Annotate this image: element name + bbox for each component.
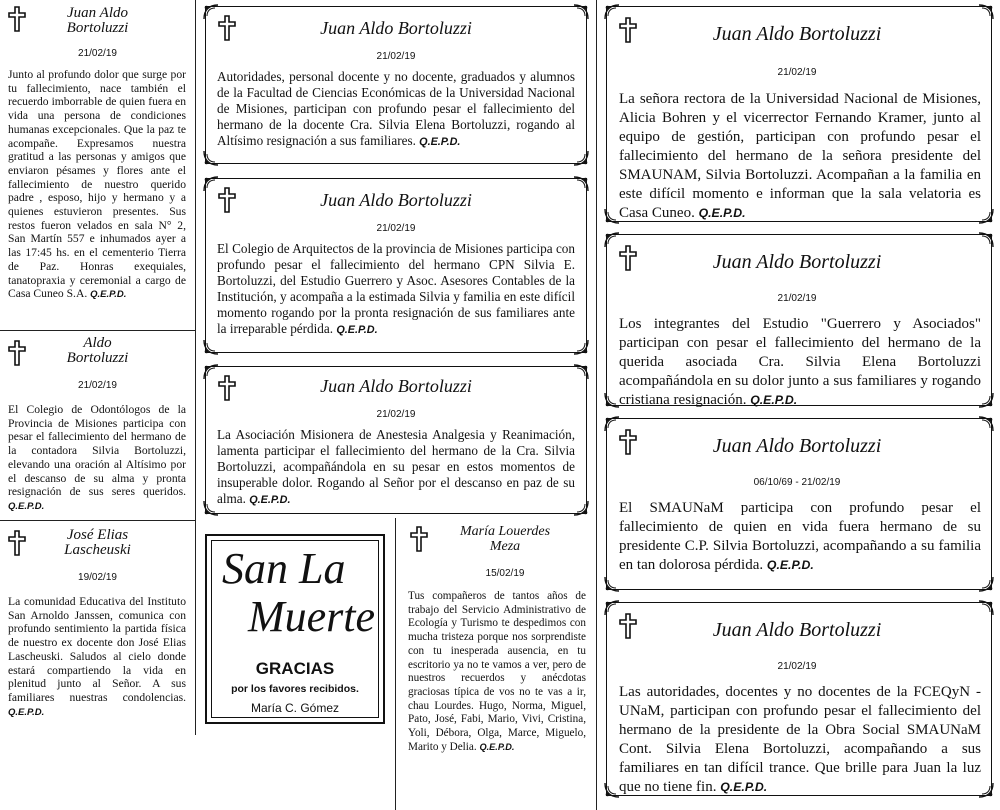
corner-ornament-icon xyxy=(573,176,589,192)
deceased-name: Juan Aldo Bortoluzzi xyxy=(320,18,472,38)
corner-ornament-icon xyxy=(978,232,994,248)
corner-ornament-icon xyxy=(978,576,994,592)
qepd-tag: Q.E.P.D. xyxy=(8,500,45,512)
corner-ornament-icon xyxy=(573,4,589,20)
cross-icon xyxy=(218,375,236,401)
column-rule-2 xyxy=(596,0,597,810)
notice-date: 21/02/19 xyxy=(376,51,416,62)
ad-subtitle: por los favores recibidos. xyxy=(231,683,359,695)
qepd-tag: Q.E.P.D. xyxy=(249,494,291,506)
cross-icon xyxy=(410,526,428,552)
name-line2: Bortoluzzi xyxy=(66,20,129,36)
name-line1: José Elias xyxy=(66,527,129,543)
qepd-tag: Q.E.P.D. xyxy=(698,206,746,220)
notice-date: 21/02/19 xyxy=(376,223,416,234)
notice-col3-2 xyxy=(606,234,992,406)
corner-ornament-icon xyxy=(978,600,994,616)
corner-ornament-icon xyxy=(604,782,620,798)
notice-col2-3 xyxy=(205,366,587,514)
cross-icon xyxy=(619,613,637,639)
cross-icon xyxy=(218,15,236,41)
cross-icon xyxy=(8,6,26,32)
name-line2: Lascheuski xyxy=(64,542,131,558)
qepd-tag: Q.E.P.D. xyxy=(750,393,798,407)
cross-icon xyxy=(619,429,637,455)
deceased-name xyxy=(440,524,570,554)
notice-date: 21/02/19 xyxy=(777,661,817,672)
ad-script-line2: Muerte xyxy=(248,592,376,641)
cross-icon xyxy=(8,340,26,366)
notice-date: 06/10/69 - 21/02/19 xyxy=(753,477,841,488)
corner-ornament-icon xyxy=(604,600,620,616)
notice-text: Tus compañeros de tantos años de trabajo del Servicio Administrativo de Ecología y Turismo te despedimos con mucha tristeza porque nos sorprendiste con tu inesperada ausencia, en tu escritorio ya no te vamos a ver, pero de nuestros recuerdos y anécdotas graciosas típica de vos no te vas a ir, chau Lourdes. Hugo, Norma, Miguel, Pato, José, Fabi, Mario, Vivi, Cristina, Yoli, Débora, Olga, Marce, Miguelo, Marito y Delia. Q.E.P.D. xyxy=(408,590,586,753)
notice-text: Junto al profundo dolor que surge por tu fallecimiento, nace también el recuerdo imborrable de quien fuera en vida una persona de condiciones humanas excepcionales. Que la paz te acompañe. Expresamos nuestra gratitud a las personas y amigos que enviaron pésames y flores ante el fallecimiento de nuestro querido padre , esposo, hijo y hermano y a quienes estuvieron presentes. Sus restos fueron velados en sala N° 2, San Martín 557 e inhumados ayer a las 17:45 hs. en el cementerio Tierra de Paz. Honras exequiales, tanatopraxia y ceremonial a cargo de Casa Cuneo S.A. Q.E.P.D. xyxy=(8,68,186,301)
qepd-tag: Q.E.P.D. xyxy=(766,558,814,572)
ad-signature: María C. Gómez xyxy=(250,701,340,715)
notice-col2-1 xyxy=(205,6,587,164)
notice-date: 19/02/19 xyxy=(78,572,117,583)
name-line1: Juan Aldo xyxy=(67,5,128,21)
notice-date: 21/02/19 xyxy=(777,67,817,78)
corner-ornament-icon xyxy=(573,339,589,355)
corner-ornament-icon xyxy=(978,4,994,20)
deceased-name xyxy=(40,528,155,558)
ad-script-line1: San La xyxy=(222,544,346,593)
column-rule-h1 xyxy=(0,330,195,331)
column-rule-3 xyxy=(395,518,396,810)
cross-icon xyxy=(619,245,637,271)
notice-text: El Colegio de Odontólogos de la Provincia de Misiones participa con pesar el fallecimiento del hermano de la contadora Silvia Bortoluzzi, elevando una oración al Altísimo por el descanso de su alma y pronta resignación de sus seres queridos. Q.E.P.D. xyxy=(8,403,186,512)
corner-ornament-icon xyxy=(573,500,589,516)
notice-col3-3 xyxy=(606,418,992,590)
corner-ornament-icon xyxy=(604,4,620,20)
deceased-name: Juan Aldo Bortoluzzi xyxy=(712,251,882,273)
notice-text: La Asociación Misionera de Anestesia Analgesia y Reanimación, lamenta participar el fallecimiento del hermano de la Cra. Silvia Bortoluzzi, acompañándola en su pesar en estos momentos de insuperable dolor. Rogando al Señor por el descanso en paz de su alma. Q.E.P.D. xyxy=(217,427,575,506)
corner-ornament-icon xyxy=(203,4,219,20)
corner-ornament-icon xyxy=(203,176,219,192)
corner-ornament-icon xyxy=(604,232,620,248)
column-rule-1 xyxy=(195,0,196,735)
thanks-ad xyxy=(205,534,385,724)
deceased-name: Juan Aldo Bortoluzzi xyxy=(712,23,882,45)
deceased-name: Juan Aldo Bortoluzzi xyxy=(712,619,882,641)
column-rule-h2 xyxy=(0,520,195,521)
corner-ornament-icon xyxy=(573,150,589,166)
name-line1: Aldo xyxy=(83,335,112,351)
notice-date: 21/02/19 xyxy=(78,380,117,391)
qepd-tag: Q.E.P.D. xyxy=(720,780,768,794)
qepd-tag: Q.E.P.D. xyxy=(479,741,515,752)
deceased-name xyxy=(40,336,155,366)
notice-col2-2 xyxy=(205,178,587,353)
deceased-name: Juan Aldo Bortoluzzi xyxy=(320,376,472,396)
deceased-name: Juan Aldo Bortoluzzi xyxy=(320,190,472,210)
corner-ornament-icon xyxy=(604,392,620,408)
notice-col3-1 xyxy=(606,6,992,222)
qepd-tag: Q.E.P.D. xyxy=(419,136,461,148)
deceased-name: Juan Aldo Bortoluzzi xyxy=(712,435,882,457)
notice-date: 15/02/19 xyxy=(485,568,525,579)
corner-ornament-icon xyxy=(203,150,219,166)
thanks-ad-inner xyxy=(211,540,379,718)
cross-icon xyxy=(218,187,236,213)
corner-ornament-icon xyxy=(203,364,219,380)
notice-text: Autoridades, personal docente y no docente, graduados y alumnos de la Facultad de Ciencias Económicas de la Universidad Nacional de Misiones, participan con profundo pesar el fallecimiento del hermano de la docente Cra. Silvia Elena Bortoluzzi, rogando al Altísimo resignación a sus familiares. Q.E.P.D. xyxy=(217,69,575,148)
notice-text: Los integrantes del Estudio "Guerrero y Asociados" participan con pesar el fallecimiento del hermano de la querida asociada Cra. Silvia Elena Bortoluzzi acompañándola en su dolor junto a sus familiares y rogando cristiana resignación. Q.E.P.D. xyxy=(619,316,981,408)
notice-date: 21/02/19 xyxy=(78,48,117,59)
corner-ornament-icon xyxy=(604,208,620,224)
corner-ornament-icon xyxy=(203,339,219,355)
corner-ornament-icon xyxy=(978,416,994,432)
corner-ornament-icon xyxy=(573,364,589,380)
corner-ornament-icon xyxy=(604,416,620,432)
notice-col3-4 xyxy=(606,602,992,796)
qepd-tag: Q.E.P.D. xyxy=(336,324,378,336)
name-line2: Meza xyxy=(489,539,521,554)
name-line2: Bortoluzzi xyxy=(66,350,129,366)
name-line1: María Louerdes xyxy=(459,524,551,539)
corner-ornament-icon xyxy=(604,576,620,592)
notice-text: El SMAUNaM participa con profundo pesar el fallecimiento de quien en vida fuera hermano de su presidente C.P. Silvia Bortoluzzi, acompañando a su familia en tan dolorosa pérdida. Q.E.P.D. xyxy=(619,500,981,573)
qepd-tag: Q.E.P.D. xyxy=(90,289,127,301)
qepd-tag: Q.E.P.D. xyxy=(8,706,45,718)
ad-gracias: GRACIAS xyxy=(255,659,335,678)
notice-text: La comunidad Educativa del Instituto San Arnoldo Janssen, comunica con profundo sentimiento la partida física de nuestro ex docente don José Elias Lascheuski. Saludos al cielo donde estará compartiendo la vida en plenitud junto al Señor. A sus familiares nuestras condolencias. Q.E.P.D. xyxy=(8,595,186,718)
deceased-name xyxy=(40,6,155,36)
cross-icon xyxy=(8,530,26,556)
cross-icon xyxy=(619,17,637,43)
notice-text: La señora rectora de la Universidad Nacional de Misiones, Alicia Bohren y el vicerrector Fernando Kramer, junto al equipo de gestión, participan con profundo pesar el fallecimiento del hermano de la señora presidente del SMAUNAM, Silvia Bortoluzzi. Acompañan a la familia en este difícil momento e informan que la sala velatoria es Casa Cuneo. Q.E.P.D. xyxy=(619,91,981,221)
notice-text: El Colegio de Arquitectos de la provincia de Misiones participa con profundo pesar el fallecimiento del hermano CPN Silvia E. Bortoluzzi, del Estudio Guerrero y Asoc. Asesores Contables de la Institución, y acompaña a la estimada Silvia y familia en este difícil momento rogando por la pronta resignación de sus familiares ante la irreparable pérdida. Q.E.P.D. xyxy=(217,241,575,336)
notice-date: 21/02/19 xyxy=(376,409,416,420)
notice-text: Las autoridades, docentes y no docentes de la FCEQyN - UNaM, participan con profundo pesar el fallecimiento del hermano de la presidente de la Obra Social SMAUNaM Cont. Silvia Elena Bortoluzzi, acompañando a sus familiares en tan difícil trance. Que brille para Juan la luz que no tiene fin. Q.E.P.D. xyxy=(619,684,981,795)
notice-date: 21/02/19 xyxy=(777,293,817,304)
